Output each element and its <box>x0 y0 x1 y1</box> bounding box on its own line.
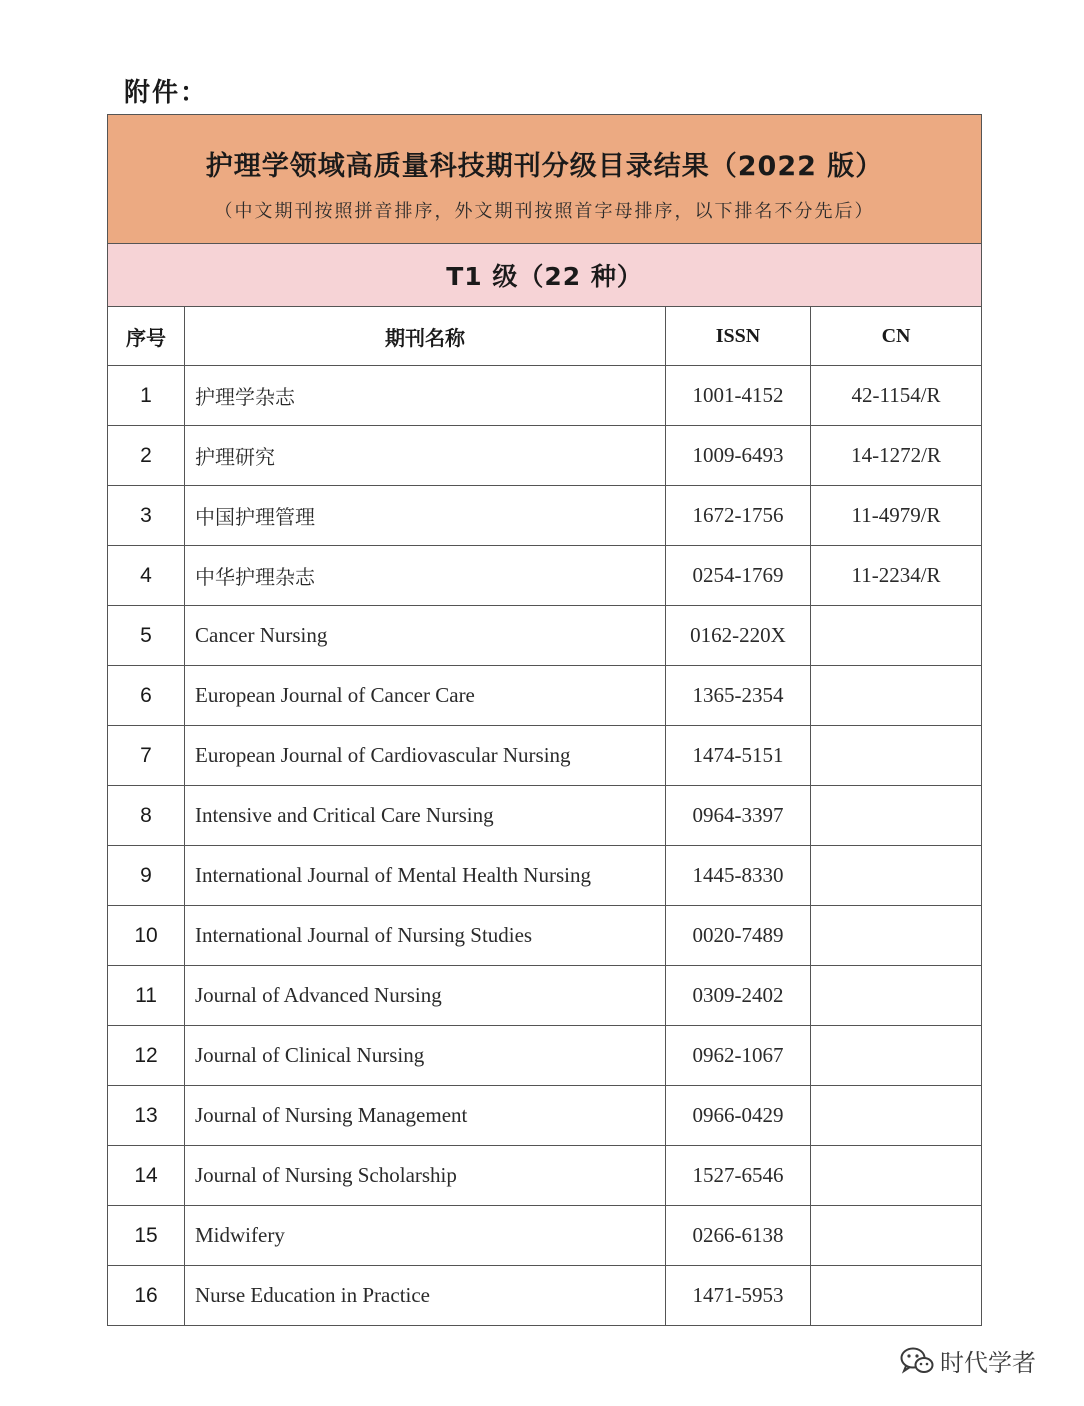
issn-cell: 0309-2402 <box>666 966 811 1026</box>
cn-cell <box>811 786 982 846</box>
journal-name: International Journal of Mental Health Nursing <box>185 846 666 906</box>
journal-name: Journal of Advanced Nursing <box>185 966 666 1026</box>
table-title: 护理学领域高质量科技期刊分级目录结果（2022 版） <box>205 150 884 182</box>
journal-name: 中华护理杂志 <box>185 546 666 606</box>
column-header-cn: CN <box>811 307 982 366</box>
wechat-icon <box>900 1346 934 1376</box>
cn-cell <box>811 906 982 966</box>
row-number: 3 <box>108 486 185 546</box>
table-row <box>108 726 982 786</box>
issn-cell: 0254-1769 <box>666 546 811 606</box>
issn-cell: 1009-6493 <box>666 426 811 486</box>
issn-cell: 0962-1067 <box>666 1026 811 1086</box>
row-number: 1 <box>108 366 185 426</box>
journal-name: Intensive and Critical Care Nursing <box>185 786 666 846</box>
column-header-name: 期刊名称 <box>185 307 666 366</box>
cn-cell <box>811 666 982 726</box>
table-row <box>108 906 982 966</box>
row-number: 8 <box>108 786 185 846</box>
journal-name: Cancer Nursing <box>185 606 666 666</box>
issn-cell: 0162-220X <box>666 606 811 666</box>
row-number: 16 <box>108 1266 185 1326</box>
row-number: 15 <box>108 1206 185 1266</box>
cn-cell <box>811 606 982 666</box>
header-row <box>108 307 982 366</box>
issn-cell: 1527-6546 <box>666 1146 811 1206</box>
issn-cell: 0966-0429 <box>666 1086 811 1146</box>
row-number: 14 <box>108 1146 185 1206</box>
journal-name: Journal of Nursing Scholarship <box>185 1146 666 1206</box>
table-row <box>108 846 982 906</box>
cn-cell <box>811 1086 982 1146</box>
journal-name: 护理研究 <box>185 426 666 486</box>
journal-name: Journal of Nursing Management <box>185 1086 666 1146</box>
table-row <box>108 1206 982 1266</box>
table-row <box>108 606 982 666</box>
row-number: 7 <box>108 726 185 786</box>
table-row <box>108 666 982 726</box>
row-number: 13 <box>108 1086 185 1146</box>
cn-cell <box>811 1146 982 1206</box>
issn-cell: 1471-5953 <box>666 1266 811 1326</box>
table-row <box>108 1026 982 1086</box>
table-row <box>108 1146 982 1206</box>
table-row <box>108 1266 982 1326</box>
tier-label: T1 级（22 种） <box>108 244 982 307</box>
issn-cell: 1365-2354 <box>666 666 811 726</box>
attachment-label: 附件： <box>124 78 209 108</box>
issn-cell: 1001-4152 <box>666 366 811 426</box>
cn-cell <box>811 966 982 1026</box>
cn-cell: 42-1154/R <box>811 366 982 426</box>
issn-cell: 1445-8330 <box>666 846 811 906</box>
issn-cell: 0266-6138 <box>666 1206 811 1266</box>
cn-cell <box>811 1266 982 1326</box>
journal-name: European Journal of Cardiovascular Nursing <box>185 726 666 786</box>
table-row <box>108 366 982 426</box>
row-number: 2 <box>108 426 185 486</box>
table-row <box>108 486 982 546</box>
column-header-issn: ISSN <box>666 307 811 366</box>
cn-cell: 11-2234/R <box>811 546 982 606</box>
issn-cell: 0020-7489 <box>666 906 811 966</box>
row-number: 11 <box>108 966 185 1026</box>
row-number: 6 <box>108 666 185 726</box>
table-row <box>108 546 982 606</box>
cn-cell <box>811 726 982 786</box>
cn-cell: 11-4979/R <box>811 486 982 546</box>
cn-cell: 14-1272/R <box>811 426 982 486</box>
watermark <box>900 1343 1036 1378</box>
row-number: 9 <box>108 846 185 906</box>
table-row <box>108 426 982 486</box>
row-number: 4 <box>108 546 185 606</box>
journal-name: European Journal of Cancer Care <box>185 666 666 726</box>
issn-cell: 1474-5151 <box>666 726 811 786</box>
cn-cell <box>811 1206 982 1266</box>
table-row <box>108 1086 982 1146</box>
table-subtitle: （中文期刊按照拼音排序，外文期刊按照首字母排序，以下排名不分先后） <box>214 200 875 222</box>
row-number: 10 <box>108 906 185 966</box>
table-row <box>108 966 982 1026</box>
watermark-text: 时代学者 <box>940 1349 1036 1377</box>
issn-cell: 1672-1756 <box>666 486 811 546</box>
title-band <box>108 115 982 244</box>
issn-cell: 0964-3397 <box>666 786 811 846</box>
journal-name: 护理学杂志 <box>185 366 666 426</box>
journal-name: Nurse Education in Practice <box>185 1266 666 1326</box>
row-number: 12 <box>108 1026 185 1086</box>
journal-table <box>107 114 982 1326</box>
journal-name: Midwifery <box>185 1206 666 1266</box>
journal-name: Journal of Clinical Nursing <box>185 1026 666 1086</box>
row-number: 5 <box>108 606 185 666</box>
journal-name: 中国护理管理 <box>185 486 666 546</box>
table-row <box>108 786 982 846</box>
journal-name: International Journal of Nursing Studies <box>185 906 666 966</box>
column-header-no: 序号 <box>108 307 185 366</box>
cn-cell <box>811 846 982 906</box>
cn-cell <box>811 1026 982 1086</box>
